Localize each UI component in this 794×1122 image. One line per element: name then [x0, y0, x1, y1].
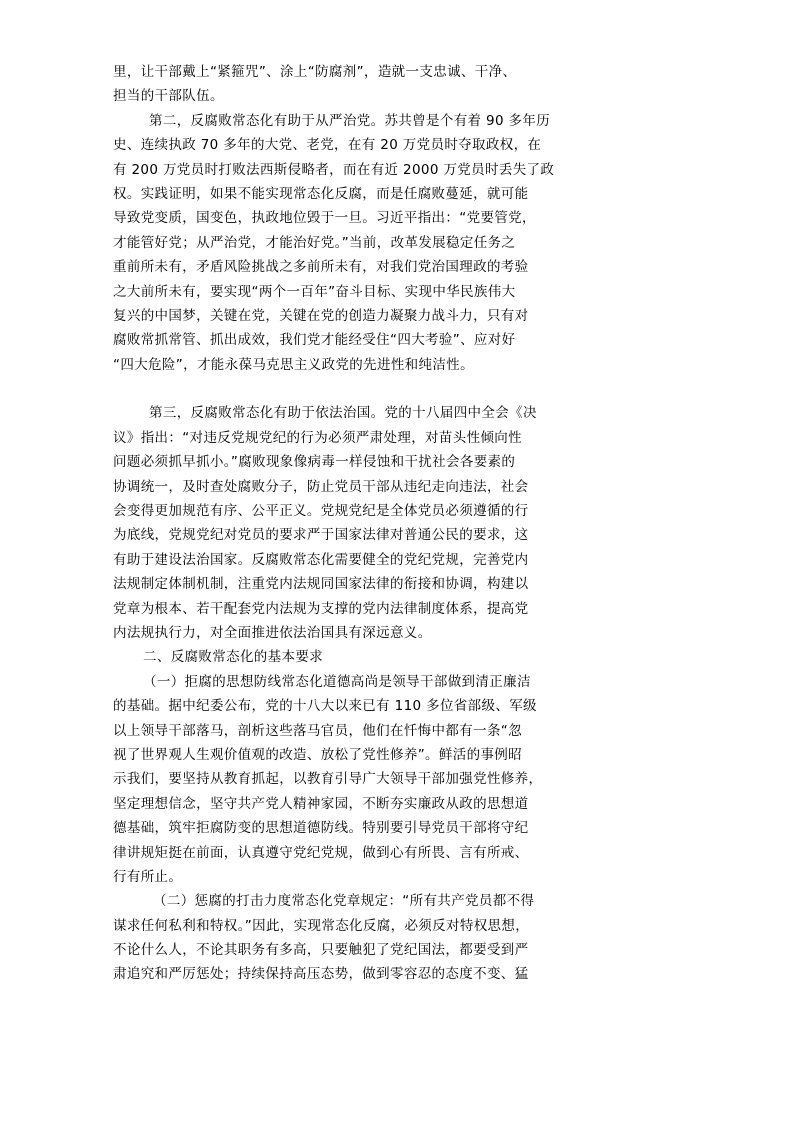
paragraph-line: 议》指出：“对违反党规党纪的行为必须严肃处理，对苗头性倾向性	[113, 429, 522, 446]
paragraph-line: 肃追究和严厉惩处；持续保持高压态势，做到零容忍的态度不变、猛	[113, 966, 529, 983]
paragraph-line: 有助于建设法治国家。反腐败常态化需要健全的党纪党规，完善党内	[113, 551, 529, 568]
paragraph-line: 问题必须抓早抓小。”腐败现象像病毒一样侵蚀和干扰社会各要素的	[113, 454, 516, 471]
paragraph-line: 权。实践证明，如果不能实现常态化反腐，而是任腐败蔓延，就可能	[113, 185, 529, 202]
paragraph-line: 才能管好党；从严治党，才能治好党。”当前，改革发展稳定任务之	[113, 234, 516, 251]
paragraph-line: 谋求任何私利和特权。”因此，实现常态化反腐，必须反对特权思想，	[113, 917, 530, 934]
paragraph-line: 视了世界观人生观价值观的改造、放松了党性修养”。鲜活的事例昭	[113, 746, 522, 763]
paragraph-line: （一）拒腐的思想防线常态化道德高尚是领导干部做到清正廉洁	[143, 673, 531, 690]
paragraph-line: 律讲规矩挺在前面，认真遵守党纪党规，做到心有所畏、言有所戒、	[113, 844, 529, 861]
paragraph-line: “四大危险”，才能永葆马克思主义政党的先进性和纯洁性。	[113, 356, 474, 373]
paragraph-line: 为底线，党规党纪对党员的要求严于国家法律对普通公民的要求，这	[113, 527, 529, 544]
paragraph-line: 第二，反腐败常态化有助于从严治党。苏共曾是个有着 90 多年历	[149, 112, 551, 129]
paragraph-line: 德基础，筑牢拒腐防变的思想道德防线。特别要引导党员干部将守纪	[113, 820, 529, 837]
paragraph-line: 内法规执行力，对全面推进依法治国具有深远意义。	[113, 624, 432, 641]
paragraph-line: 第三，反腐败常态化有助于依法治国。党的十八届四中全会《决	[149, 405, 537, 422]
paragraph-line: 行有所止。	[113, 868, 183, 885]
section-heading: 二、反腐败常态化的基本要求	[143, 649, 324, 666]
paragraph-line: 党章为根本、若干配套党内法规为支撑的党内法律制度体系，提高党	[113, 600, 529, 617]
paragraph-line: 有 200 万党员时打败法西斯侵略者，而在有近 2000 万党员时丢失了政	[113, 161, 555, 178]
paragraph-line: 会变得更加规范有序、公平正义。党规党纪是全体党员必须遵循的行	[113, 503, 529, 520]
paragraph-line: 史、连续执政 70 多年的大党、老党，在有 20 万党员时夺取政权，在	[113, 137, 542, 154]
paragraph-line: 导致党变质，国变色，执政地位毁于一旦。习近平指出：“党要管党，	[113, 210, 536, 227]
paragraph-line: 不论什么人，不论其职务有多高，只要触犯了党纪国法，都要受到严	[113, 942, 529, 959]
paragraph-line: 复兴的中国梦，关键在党，关键在党的创造力凝聚力战斗力，只有对	[113, 307, 529, 324]
paragraph-line: 担当的干部队伍。	[113, 88, 224, 105]
paragraph-line: 示我们，要坚持从教育抓起，以教育引导广大领导干部加强党性修养，	[113, 771, 543, 788]
paragraph-line: 法规制定体制机制，注重党内法规同国家法律的衔接和协调，构建以	[113, 576, 529, 593]
paragraph-line: 协调统一，及时查处腐败分子，防止党员干部从违纪走向违法，社会	[113, 478, 529, 495]
paragraph-line: 的基础。据中纪委公布，党的十八大以来已有 110 多位省部级、军级	[113, 698, 537, 715]
paragraph-line: （二）惩腐的打击力度常态化党章规定：“所有共产党员都不得	[153, 893, 535, 910]
paragraph-line: 之大前所未有，要实现“两个一百年”奋斗目标、实现中华民族伟大	[113, 283, 516, 300]
paragraph-line: 腐败常抓常管、抓出成效，我们党才能经受住“四大考验”、应对好	[113, 332, 516, 349]
paragraph-line: 里，让干部戴上“紧箍咒”、涂上“防腐剂”，造就一支忠诚、干净、	[113, 64, 517, 80]
paragraph-gap	[113, 377, 543, 401]
paragraph-line: 以上领导干部落马，剖析这些落马官员，他们在忏悔中都有一条“忽	[113, 722, 522, 739]
document-body	[113, 60, 555, 987]
paragraph-line: 重前所未有，矛盾风险挑战之多前所未有，对我们党治国理政的考验	[113, 259, 529, 276]
paragraph-line: 坚定理想信念，坚守共产党人精神家园，不断夯实廉政从政的思想道	[113, 795, 529, 812]
